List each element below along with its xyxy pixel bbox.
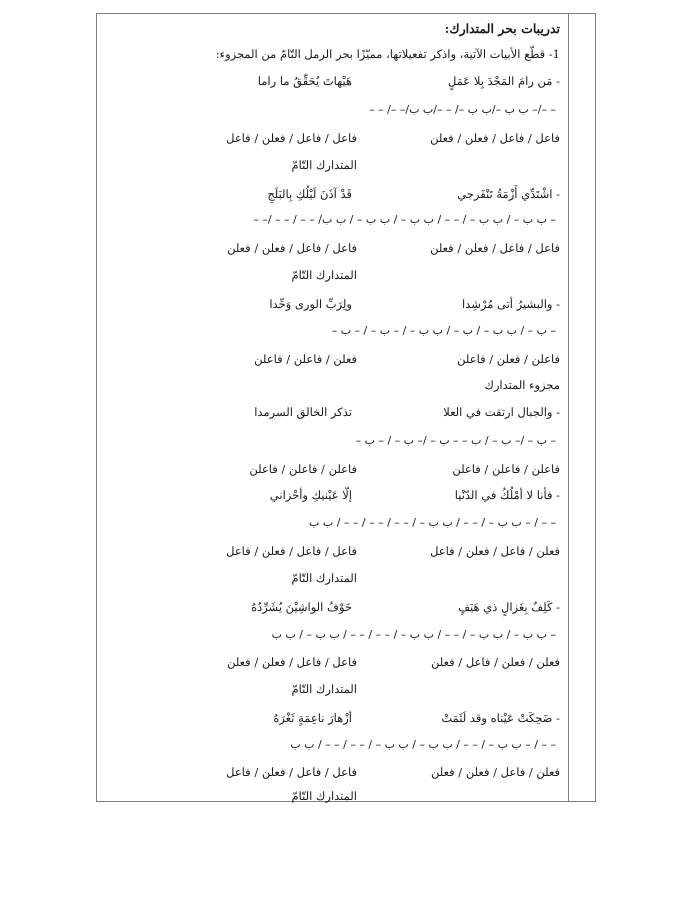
margin-divider xyxy=(568,14,569,801)
verse-4-feet-first: فاعلن / فاعلن / فاعلن xyxy=(452,462,560,476)
verse-5-scansion: ب ب – / – – / ب ب – / – – / – – / – – / ب ب – / – – xyxy=(308,516,556,529)
verse-2-scansion: – –/ – – / – – /ب ب – / ب ب – / – – / ب ب – / ب ب – / ب ب – xyxy=(253,213,556,226)
verse-2-first-hemistich: - اشْتَدِّي أَزْمَةُ تَنْفَرجي xyxy=(457,187,560,201)
verse-7-feet-second: فاعل / فاعل / فعلن / فاعل xyxy=(226,765,357,779)
verse-1-first-hemistich: - مَن رامَ المَجْدَ بِلا عَمَلٍ xyxy=(447,74,560,88)
verse-6-second-hemistich: خَوْفُ الواشِيْنَ يُشَرِّدُهُ xyxy=(251,600,352,614)
verse-4-first-hemistich: - والجبال ارتقت في العلا xyxy=(443,405,560,419)
verse-5-feet-first: فعلن / فاعل / فعلن / فاعل xyxy=(430,544,560,558)
verse-7-first-hemistich: - ضَحِكَتْ عَيْناه وقد لَثَمَتْ xyxy=(441,711,560,725)
verse-5-second-hemistich: إلّا عَيْنيكِ وأحْزاني xyxy=(269,488,352,502)
verse-3-first-hemistich: - والبشيرُ أتى مُرْشِدا xyxy=(461,297,560,311)
verse-5-feet-second: فاعل / فاعل / فعلن / فاعل xyxy=(226,544,357,558)
verse-6-scansion: ب ب – / ب ب – / – – / ب ب – / – – / – – / ب ب – / ب ب – xyxy=(271,628,556,641)
verse-1-feet-second: فاعل / فاعل / فعلن / فاعل xyxy=(226,131,357,145)
verse-4-second-hemistich: تذكر الخالق السرمدا xyxy=(254,405,352,419)
verse-5-meter: المتدارك التّامّ xyxy=(291,571,357,585)
verse-7-scansion: ب ب – / – – / ب ب – / ب ب – / – – / – – / ب ب – / – – xyxy=(290,738,556,751)
verse-3-feet-first: فاعلن / فعلن / فاعلن xyxy=(457,352,560,366)
verse-4-feet-second: فاعلن / فاعلن / فاعلن xyxy=(249,462,357,476)
verse-3-second-hemistich: ولِرَبِّ الورى وَحِّدا xyxy=(269,297,352,311)
verse-6-feet-first: فعلن / فعلن / فاعل / فعلن xyxy=(431,655,560,669)
verse-3-feet-second: فعلن / فاعلن / فاعلن xyxy=(254,352,357,366)
verse-6-meter: المتدارك التّامّ xyxy=(291,682,357,696)
verse-1-scansion: – – /– –/ب ب –/ب ب –/ – –/ب ب –/– – xyxy=(369,103,556,116)
verse-3-scansion: – ب – / ب ب – / ب – / ب ب – / – ب – / – ب – xyxy=(331,324,556,337)
verse-6-first-hemistich: - كَلِفٌ بِغَزالٍ ذي هَيَفٍ xyxy=(458,600,560,614)
verse-7-meter: المتدارك التّامّ xyxy=(291,789,357,803)
verse-5-first-hemistich: - فأنا لا أمْلُكُ في الدّنْيا xyxy=(454,488,560,502)
verse-2-second-hemistich: قَدْ آذَنَ لَيْلُكِ بِالبَلَجِ xyxy=(267,187,352,201)
verse-7-feet-first: فعلن / فاعل / فعلن / فعلن xyxy=(431,765,560,779)
exercise-instruction: 1- قطّع الأبيات الآتية، واذكر تفعيلاتها، مميّزًا بحر الرمل التّامّ من المجزوء: xyxy=(215,47,560,61)
verse-2-feet-second: فاعل / فاعل / فعلن / فعلن xyxy=(227,241,357,255)
verse-1-feet-first: فاعل / فاعل / فعلن / فعلن xyxy=(430,131,560,145)
verse-4-scansion: – ب – /– ب – / ب – – ب – /– ب – / – ب – xyxy=(355,434,556,447)
worksheet-frame xyxy=(96,13,596,802)
verse-1-second-hemistich: هَيْهاتَ يُحَقِّقُ ما راما xyxy=(257,74,352,88)
verse-1-meter: المتدارك التّامّ xyxy=(291,158,357,172)
sub-heading: مجزوء المتدارك xyxy=(484,378,560,392)
verse-2-feet-first: فاعل / فاعل / فعلن / فعلن xyxy=(430,241,560,255)
verse-6-feet-second: فاعل / فاعل / فعلن / فعلن xyxy=(227,655,357,669)
verse-7-second-hemistich: أزْهارَ ناعِمَةٍ ثَغْرَهُ xyxy=(273,711,352,725)
verse-2-meter: المتدارك التّامّ xyxy=(291,268,357,282)
worksheet-content xyxy=(97,14,568,801)
section-heading: تدريبات بحر المتدارك: xyxy=(444,21,560,36)
